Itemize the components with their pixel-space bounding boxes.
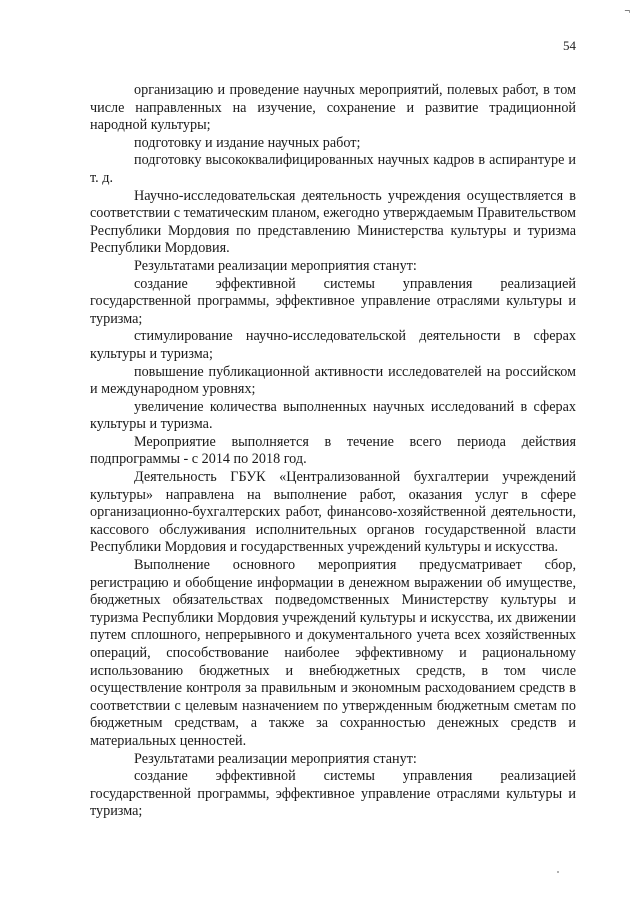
scan-speck (557, 871, 559, 873)
paragraph: Результатами реализации мероприятия станут: (134, 257, 417, 274)
paragraph: подготовку и издание научных работ; (134, 134, 361, 151)
paragraph: стимулирование научно-исследовательской деятельности в сферах культуры и туризма; (90, 328, 576, 362)
corner-mark: ¬ (624, 6, 630, 17)
paragraph: подготовку высококвалифицированных научных кадров в аспирантуре и т. д. (90, 152, 576, 186)
paragraph: повышение публикационной активности исследователей на российском и международном уровнях; (90, 363, 576, 398)
paragraph: организацию и проведение научных мероприятий, полевых работ, в том числе направленных на изучение, сохранение и развитие традиционной народной культуры; (90, 82, 576, 134)
paragraph: создание эффективной системы управления реализацией государственной программы, эффективное управление отраслями культуры и туризма; (90, 275, 576, 327)
paragraph: Мероприятие выполняется в течение всего периода действия подпрограммы - с 2014 по 2018 год. (90, 433, 576, 468)
paragraph: увеличение количества выполненных научных исследований в сферах культуры и туризма. (90, 398, 576, 433)
paragraph: создание эффективной системы управления реализацией государственной программы, эффективное управление отраслями культуры и туризма; (90, 768, 576, 820)
page-number: 54 (563, 38, 576, 53)
paragraph: Результатами реализации мероприятия станут: (134, 750, 417, 767)
paragraph: Выполнение основного мероприятия предусматривает сбор, регистрацию и обобщение информации в денежном выражении об имуществе, бюджетных обязательствах подведомственных Министерству культуры и туризма Республики Мордовия учреждений культуры и искусства, их движении путем сплошного, непрерывного и документального учета всех хозяйственных операций, способствование наиболее эффективному и рациональному использованию бюджетных и внебюджетных средств, в том числе осуществление контроля за правильным и экономным расходованием средств в соответствии с целевым назначением по утвержденным бюджетным сметам по бюджетным средствам, а также за сохранностью денежных средств и материальных ценностей. (90, 557, 576, 749)
paragraph: Деятельность ГБУК «Централизованной бухгалтерии учреждений культуры» направлена на выполнение работ, оказания услуг в сфере организационно-бухгалтерских работ, финансово-хозяйственной деятельности, кассового обслуживания исполнительных органов государственной власти Республики Мордовия и государственных учреждений культуры и искусства. (90, 469, 576, 556)
paragraph: Научно-исследовательская деятельность учреждения осуществляется в соответствии с тематическим планом, ежегодно утверждаемым Правительством Республики Мордовия по представлению Министерства культуры и туризма Республики Мордовия. (90, 187, 576, 257)
body-text (90, 82, 576, 821)
